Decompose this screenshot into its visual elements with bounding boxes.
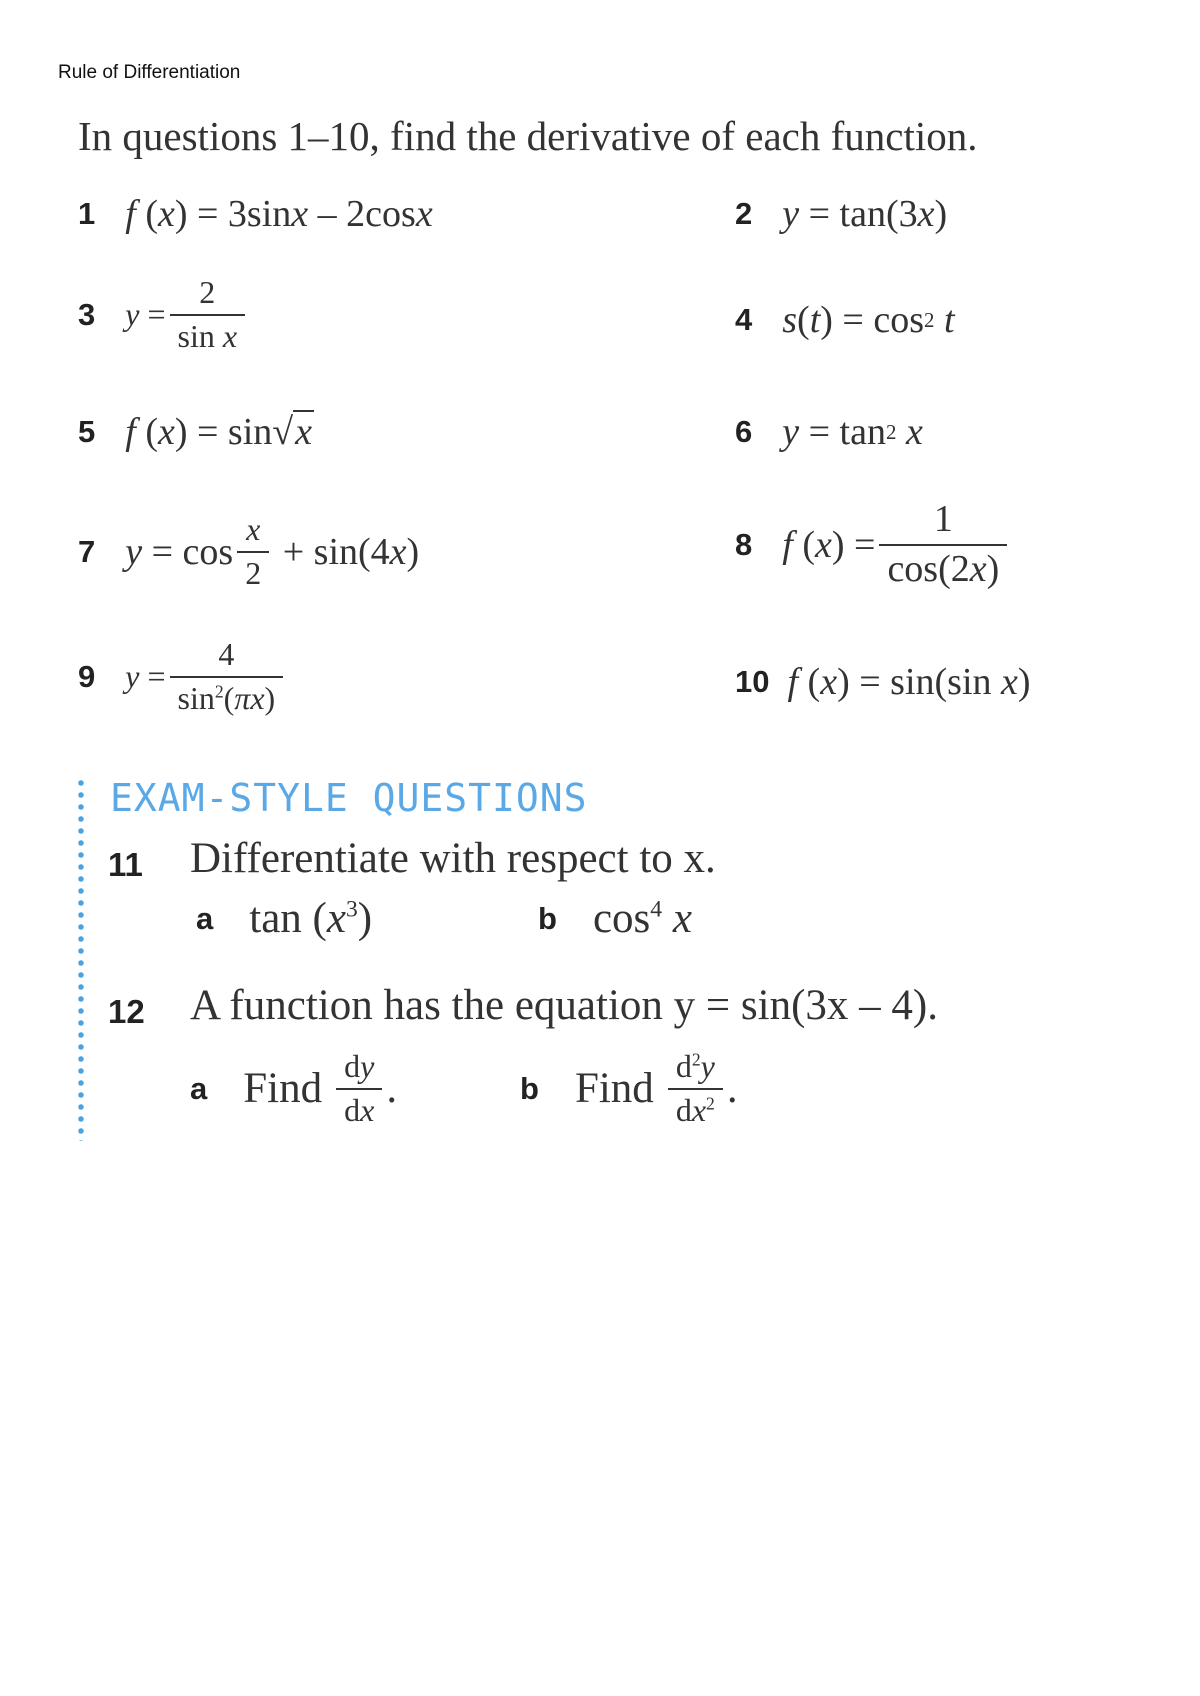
question-number: 6 <box>735 414 753 449</box>
part-label: b <box>538 900 557 936</box>
question-11-part-b: b $\cos^4 x$ <box>538 895 692 942</box>
question-5 <box>78 410 314 454</box>
question-5-expression: f ( x ) = sin √ x <box>125 411 313 454</box>
part-label: a <box>196 900 214 936</box>
question-6 <box>735 410 923 454</box>
question-number: 2 <box>735 196 753 231</box>
fraction: $\frac{x}{2}$ <box>237 513 269 590</box>
question-8 <box>735 500 1011 590</box>
question-number: 7 <box>78 533 96 569</box>
question-11-text: Differentiate with respect to x. <box>190 835 716 882</box>
question-number: 4 <box>735 302 753 337</box>
question-2 <box>735 192 947 236</box>
part-b-text: Find <box>574 1065 654 1113</box>
d2y-dx2-fraction: $\frac{d^2y}{dx^2}$ <box>668 1050 723 1127</box>
fraction: $\frac{1}{\cos(2x)}$ <box>879 500 1007 590</box>
question-number: 9 <box>78 658 96 694</box>
question-number: 10 <box>735 664 770 699</box>
question-1 <box>78 192 433 236</box>
fraction: $\frac{2}{\text{sin x}}$ <box>170 276 246 353</box>
question-7-expression: y = cos $\frac{x}{2}$ + sin(4 x ) <box>125 511 420 591</box>
question-12-part-a: a Find $\frac{dy}{dx}$ . <box>190 1048 398 1128</box>
question-9 <box>78 638 287 715</box>
instructions: In questions 1–10, find the derivative of each function. <box>78 113 978 159</box>
question-12-part-b: b Find $\frac{d^2y}{dx^2}$ . <box>520 1048 738 1128</box>
question-number: 12 <box>108 993 145 1030</box>
part-a-text: Find <box>243 1065 323 1113</box>
question-number: 8 <box>735 526 753 562</box>
question-1-expression: f ( x ) = 3sin x – 2cos x <box>125 193 433 235</box>
fraction: $\frac{4}{\sin^2(\pi x)}$ <box>170 638 284 715</box>
question-number: 11 <box>108 846 143 883</box>
question-6-expression: y = tan 2 x <box>782 411 923 453</box>
question-4-expression: s ( t ) = cos 2 t <box>782 299 955 341</box>
question-number: 1 <box>78 196 96 231</box>
question-4 <box>735 298 955 342</box>
part-label: a <box>190 1070 208 1106</box>
question-12-text: A function has the equation y = sin(3x – 4). <box>190 982 938 1029</box>
question-3-expression: y = $\frac{2}{\text{sin x}}$ <box>125 276 249 353</box>
exam-section-heading: EXAM-STYLE QUESTIONS <box>110 776 588 820</box>
question-number: 5 <box>78 414 96 449</box>
question-11-part-a: a $\tan (x^3)$ <box>196 895 373 942</box>
section-dotted-rule <box>78 777 84 1141</box>
question-10-expression: f ( x ) = sin(sin x ) <box>787 661 1031 703</box>
question-number: 3 <box>78 296 96 332</box>
question-10 <box>735 660 1031 704</box>
question-8-expression: f ( x ) = $\frac{1}{\cos(2x)}$ <box>782 500 1011 590</box>
part-label: b <box>520 1070 539 1106</box>
question-9-expression: y = $\frac{4}{\sin^2(\pi x)}$ <box>125 638 287 715</box>
question-2-expression: y = tan(3 x ) <box>782 193 948 235</box>
question-3 <box>78 276 249 353</box>
page-header: Rule of Differentiation <box>58 62 241 83</box>
question-7 <box>78 513 419 590</box>
dy-dx-fraction: $\frac{dy}{dx}$ <box>336 1050 382 1127</box>
